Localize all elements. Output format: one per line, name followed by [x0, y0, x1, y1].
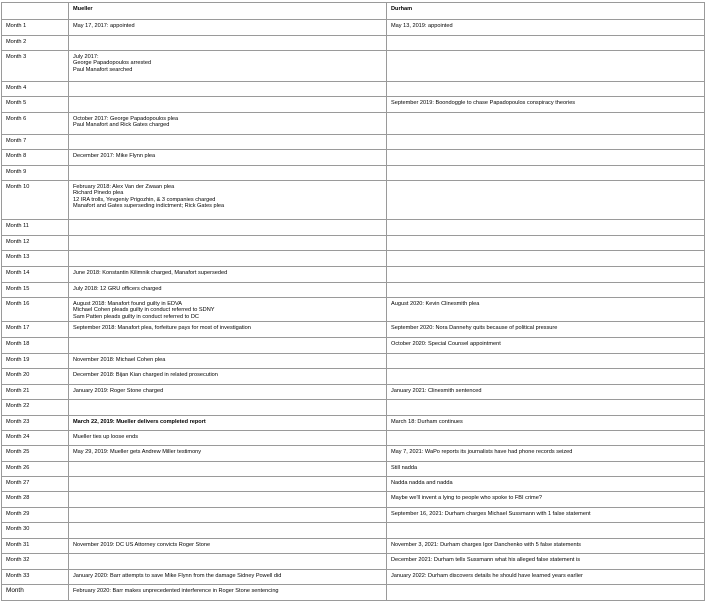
month-cell: Month 12	[2, 236, 69, 251]
table-row	[2, 523, 705, 539]
mueller-cell: June 2018: Konstantin Kilimnik charged, Manafort superseded	[69, 267, 387, 283]
table-row	[2, 369, 705, 385]
mueller-cell: August 2018: Manafort found guilty in EDVA Michael Cohen pleads guilty in conduct referred to SDNY Sam Patten pleads guilty in conduct referred to DC	[69, 298, 387, 322]
header-durham: Durham	[387, 3, 705, 20]
table-row	[2, 400, 705, 416]
durham-cell: September 2020: Nora Dannehy quits because of political pressure	[387, 322, 705, 338]
durham-cell: Still nadda	[387, 462, 705, 477]
durham-cell	[387, 82, 705, 97]
table-row	[2, 298, 705, 322]
table-row	[2, 113, 705, 135]
month-cell: Month 21	[2, 385, 69, 400]
table-row	[2, 267, 705, 283]
table-row	[2, 150, 705, 166]
durham-cell: January 2022: Durham discovers details he should have learned years earlier	[387, 570, 705, 585]
table-row	[2, 97, 705, 113]
month-cell: Month 31	[2, 539, 69, 554]
durham-cell: August 2020: Kevin Clinesmith plea	[387, 298, 705, 322]
durham-cell	[387, 181, 705, 220]
header-mueller: Mueller	[69, 3, 387, 20]
durham-cell	[387, 113, 705, 135]
mueller-cell: September 2018: Manafort plea, forfeiture pays for most of investigation	[69, 322, 387, 338]
mueller-cell	[69, 477, 387, 492]
durham-cell	[387, 585, 705, 601]
durham-cell	[387, 36, 705, 51]
mueller-cell: July 2018: 12 GRU officers charged	[69, 283, 387, 298]
month-cell: Month 2	[2, 36, 69, 51]
month-cell: Month 8	[2, 150, 69, 166]
month-cell: Month 22	[2, 400, 69, 416]
month-cell: Month 1	[2, 20, 69, 36]
durham-cell: September 16, 2021: Durham charges Michael Sussmann with 1 false statement	[387, 508, 705, 523]
table-row	[2, 283, 705, 298]
durham-cell	[387, 431, 705, 446]
mueller-cell: December 2017: Mike Flynn plea	[69, 150, 387, 166]
durham-cell	[387, 354, 705, 369]
month-cell: Month 29	[2, 508, 69, 523]
month-cell: Month 11	[2, 220, 69, 236]
mueller-cell	[69, 508, 387, 523]
durham-cell	[387, 220, 705, 236]
mueller-cell	[69, 166, 387, 181]
month-cell: Month	[2, 585, 69, 601]
month-cell: Month 19	[2, 354, 69, 369]
table-row	[2, 338, 705, 354]
table-row	[2, 166, 705, 181]
month-cell: Month 4	[2, 82, 69, 97]
month-cell: Month 27	[2, 477, 69, 492]
month-cell: Month 7	[2, 135, 69, 150]
durham-cell	[387, 51, 705, 82]
durham-cell	[387, 283, 705, 298]
mueller-cell: November 2019: DC US Attorney convicts Roger Stone	[69, 539, 387, 554]
table-row	[2, 477, 705, 492]
durham-cell: Nadda nadda and nadda	[387, 477, 705, 492]
mueller-cell	[69, 400, 387, 416]
table-row	[2, 36, 705, 51]
table-row	[2, 354, 705, 369]
durham-cell	[387, 150, 705, 166]
mueller-cell	[69, 135, 387, 150]
table-body	[2, 20, 705, 601]
mueller-cell: October 2017: George Papadopoulos plea Paul Manafort and Rick Gates charged	[69, 113, 387, 135]
month-cell: Month 16	[2, 298, 69, 322]
mueller-cell	[69, 251, 387, 267]
durham-cell	[387, 400, 705, 416]
table-row	[2, 51, 705, 82]
mueller-cell: December 2018: Bijan Kian charged in related prosecution	[69, 369, 387, 385]
table-row	[2, 446, 705, 462]
month-cell: Month 23	[2, 416, 69, 431]
mueller-cell: January 2019: Roger Stone charged	[69, 385, 387, 400]
mueller-cell	[69, 82, 387, 97]
mueller-cell: May 17, 2017: appointed	[69, 20, 387, 36]
month-cell: Month 32	[2, 554, 69, 570]
mueller-cell	[69, 36, 387, 51]
durham-cell: March 18: Durham continues	[387, 416, 705, 431]
table-row	[2, 462, 705, 477]
month-cell: Month 28	[2, 492, 69, 508]
month-cell: Month 13	[2, 251, 69, 267]
month-cell: Month 9	[2, 166, 69, 181]
table-row	[2, 431, 705, 446]
durham-cell	[387, 166, 705, 181]
table-row	[2, 570, 705, 585]
mueller-cell: February 2020: Barr makes unprecedented interference in Roger Stone sentencing	[69, 585, 387, 601]
timeline-table	[1, 2, 705, 601]
durham-cell	[387, 135, 705, 150]
month-cell: Month 6	[2, 113, 69, 135]
month-cell: Month 10	[2, 181, 69, 220]
header-month	[2, 3, 69, 20]
table-row	[2, 20, 705, 36]
mueller-cell: February 2018: Alex Van der Zwaan plea Richard Pinedo plea 12 IRA trolls, Yevgeniy Prigozhin, & 3 companies charged Manafort and Gates superseding indictment; Rick Gates plea	[69, 181, 387, 220]
durham-cell: November 3, 2021: Durham charges Igor Danchenko with 5 false statements	[387, 539, 705, 554]
durham-cell	[387, 523, 705, 539]
table-row	[2, 135, 705, 150]
month-cell: Month 20	[2, 369, 69, 385]
durham-cell: September 2019: Boondoggle to chase Papadopoulos conspiracy theories	[387, 97, 705, 113]
durham-cell: October 2020: Special Counsel appointment	[387, 338, 705, 354]
mueller-cell	[69, 523, 387, 539]
durham-cell: May 13, 2019: appointed	[387, 20, 705, 36]
mueller-cell: July 2017: George Papadopoulos arrested Paul Manafort searched	[69, 51, 387, 82]
month-cell: Month 3	[2, 51, 69, 82]
table-row	[2, 220, 705, 236]
mueller-cell	[69, 492, 387, 508]
mueller-cell: Mueller ties up loose ends	[69, 431, 387, 446]
mueller-cell	[69, 462, 387, 477]
month-cell: Month 18	[2, 338, 69, 354]
mueller-cell: November 2018: Michael Cohen plea	[69, 354, 387, 369]
table-row	[2, 385, 705, 400]
table-row	[2, 251, 705, 267]
table-row	[2, 236, 705, 251]
durham-cell	[387, 251, 705, 267]
mueller-cell: May 29, 2019: Mueller gets Andrew Miller testimony	[69, 446, 387, 462]
mueller-cell: January 2020: Barr attempts to save Mike Flynn from the damage Sidney Powell did	[69, 570, 387, 585]
durham-cell	[387, 369, 705, 385]
table-row	[2, 508, 705, 523]
month-cell: Month 26	[2, 462, 69, 477]
table-row	[2, 181, 705, 220]
table-row	[2, 492, 705, 508]
month-cell: Month 30	[2, 523, 69, 539]
month-cell: Month 15	[2, 283, 69, 298]
month-cell: Month 17	[2, 322, 69, 338]
mueller-cell	[69, 97, 387, 113]
month-cell: Month 33	[2, 570, 69, 585]
month-cell: Month 24	[2, 431, 69, 446]
durham-cell: Maybe we'll invent a lying to people who spoke to FBI crime?	[387, 492, 705, 508]
mueller-cell	[69, 338, 387, 354]
table-row	[2, 82, 705, 97]
month-cell: Month 5	[2, 97, 69, 113]
table-row	[2, 539, 705, 554]
month-cell: Month 14	[2, 267, 69, 283]
table-row	[2, 322, 705, 338]
header-row	[2, 3, 705, 20]
durham-cell: May 7, 2021: WaPo reports its journalists have had phone records seized	[387, 446, 705, 462]
durham-cell: January 2021: Clinesmith sentenced	[387, 385, 705, 400]
durham-cell	[387, 236, 705, 251]
mueller-cell: March 22, 2019: Mueller delivers completed report	[69, 416, 387, 431]
table-row	[2, 416, 705, 431]
durham-cell: December 2021: Durham tells Sussmann what his alleged false statement is	[387, 554, 705, 570]
durham-cell	[387, 267, 705, 283]
mueller-cell	[69, 236, 387, 251]
mueller-cell	[69, 220, 387, 236]
mueller-cell	[69, 554, 387, 570]
month-cell: Month 25	[2, 446, 69, 462]
table-row	[2, 554, 705, 570]
table-row	[2, 585, 705, 601]
